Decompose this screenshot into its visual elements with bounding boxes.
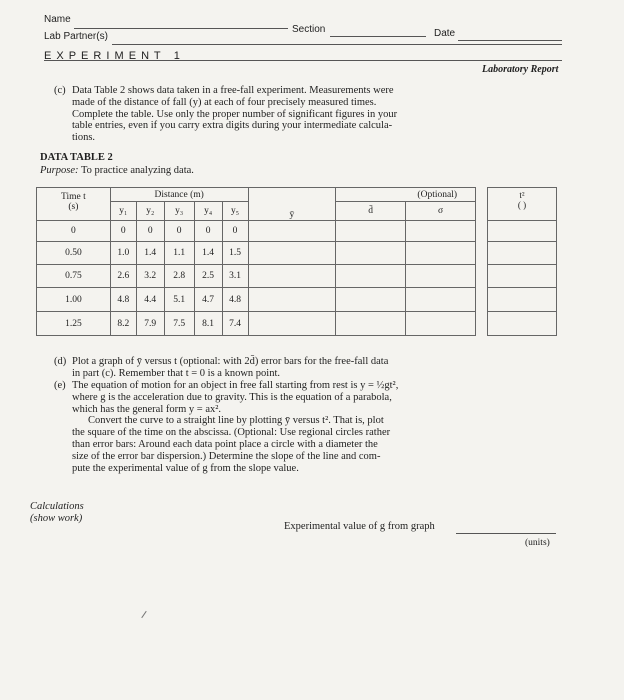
experimental-g-field[interactable] [456, 533, 556, 534]
dbar-cell[interactable] [336, 265, 406, 288]
data-table-purpose: Purpose: To practice analyzing data. [40, 165, 194, 176]
ybar-cell[interactable] [248, 265, 336, 288]
sigma-cell[interactable] [406, 265, 476, 288]
table-row [37, 242, 476, 265]
y-cell: 3.1 [222, 265, 248, 288]
ybar-header: ȳ [248, 188, 336, 221]
y-cell: 1.1 [164, 242, 194, 265]
sigma-header: σ [406, 202, 476, 221]
dbar-cell[interactable] [336, 288, 406, 312]
experimental-g-label: Experimental value of g from graph [284, 521, 435, 532]
y-cell: 8.2 [110, 312, 136, 336]
y5-header: y₅ [222, 202, 248, 221]
sigma-cell[interactable] [406, 312, 476, 336]
dbar-header: d̄ [336, 202, 406, 221]
y-cell: 2.5 [194, 265, 222, 288]
y-cell: 3.2 [136, 265, 164, 288]
part-e-label: (e) [54, 380, 66, 391]
name-field[interactable] [74, 28, 288, 29]
y1-header: y₁ [110, 202, 136, 221]
time-cell: 1.00 [37, 288, 111, 312]
y-cell: 0 [110, 221, 136, 242]
name-label: Name [44, 14, 71, 25]
y-cell: 1.4 [136, 242, 164, 265]
y-cell: 1.4 [194, 242, 222, 265]
y-cell: 0 [164, 221, 194, 242]
ybar-cell[interactable] [248, 242, 336, 265]
units-label: (units) [525, 538, 550, 548]
y-cell: 0 [222, 221, 248, 242]
part-c-text: Data Table 2 shows data taken in a free-fall experiment. Measurements were made of the distance of fall (y) at each of four precisely measured times. Complete the table. Use only the proper number of significant figures in your table entries, even if you carry extra digits during your intermediate calcula- tions. [72, 85, 398, 144]
data-table-title: DATA TABLE 2 [40, 152, 113, 163]
y-cell: 8.1 [194, 312, 222, 336]
t-squared-cell[interactable] [488, 288, 557, 312]
y-cell: 4.8 [110, 288, 136, 312]
section-field[interactable] [330, 36, 426, 37]
y-cell: 7.9 [136, 312, 164, 336]
optional-header: (Optional) [336, 188, 476, 202]
y-cell: 2.6 [110, 265, 136, 288]
t-squared-cell[interactable] [488, 265, 557, 288]
ybar-cell[interactable] [248, 288, 336, 312]
y-cell: 7.5 [164, 312, 194, 336]
y-cell: 0 [194, 221, 222, 242]
t-squared-cell[interactable] [488, 221, 557, 242]
y-cell: 4.7 [194, 288, 222, 312]
date-label: Date [434, 28, 456, 39]
sigma-cell[interactable] [406, 242, 476, 265]
t-squared-header: t² ( ) [488, 188, 557, 221]
dbar-cell[interactable] [336, 242, 406, 265]
partners-field[interactable] [112, 44, 562, 45]
time-cell: 0.75 [37, 265, 111, 288]
part-d-label: (d) [54, 356, 67, 367]
y-cell: 4.4 [136, 288, 164, 312]
y3-header: y₃ [164, 202, 194, 221]
dbar-cell[interactable] [336, 221, 406, 242]
time-header: Time t (s) [37, 188, 111, 221]
part-e-text: The equation of motion for an object in free fall starting from rest is y = ½gt², where g is the acceleration due to gravity. This is the equation of a parabola, which has the general form y = ax². Convert the curve to a straight line by plotting ȳ versus t². That is, plot the square of the time on the abscissa. (Optional: Use regional circles rather than error bars: Around each data point place a circle with a diameter the size of the error bar dispersion.) Determine the slope of the line and com- pute the experimental value of g from the slope value. [72, 380, 399, 474]
pen-mark [141, 611, 146, 618]
y4-header: y₄ [194, 202, 222, 221]
laboratory-report-label: Laboratory Report [482, 64, 559, 75]
dbar-cell[interactable] [336, 312, 406, 336]
t-squared-cell[interactable] [488, 242, 557, 265]
table-row [37, 312, 476, 336]
y-cell: 0 [136, 221, 164, 242]
table-row [37, 221, 476, 242]
time-cell: 1.25 [37, 312, 111, 336]
y-cell: 7.4 [222, 312, 248, 336]
y-cell: 2.8 [164, 265, 194, 288]
sigma-cell[interactable] [406, 288, 476, 312]
y-cell: 4.8 [222, 288, 248, 312]
y-cell: 1.5 [222, 242, 248, 265]
partners-label: Lab Partner(s) [44, 31, 108, 42]
section-label: Section [292, 24, 326, 35]
experiment-number: 1 [173, 50, 181, 62]
ybar-cell[interactable] [248, 312, 336, 336]
y-cell: 5.1 [164, 288, 194, 312]
distance-header: Distance (m) [110, 188, 248, 202]
data-table [36, 187, 476, 336]
ybar-cell[interactable] [248, 221, 336, 242]
time-cell: 0 [37, 221, 111, 242]
t-squared-cell[interactable] [488, 312, 557, 336]
table-row [37, 265, 476, 288]
time-cell: 0.50 [37, 242, 111, 265]
y-cell: 1.0 [110, 242, 136, 265]
calculations-label: Calculations (show work) [30, 501, 84, 524]
part-d-text: Plot a graph of ȳ versus t (optional: with 2d̄) error bars for the free-fall data in part (c). Remember that t = 0 is a known point. [72, 356, 389, 379]
experiment-label: E X P E R I M E N T 1 [44, 50, 181, 62]
date-field[interactable] [458, 40, 562, 41]
table-row [37, 288, 476, 312]
sigma-cell[interactable] [406, 221, 476, 242]
y2-header: y₂ [136, 202, 164, 221]
part-c-label: (c) [54, 85, 66, 96]
t-squared-table [487, 187, 557, 336]
